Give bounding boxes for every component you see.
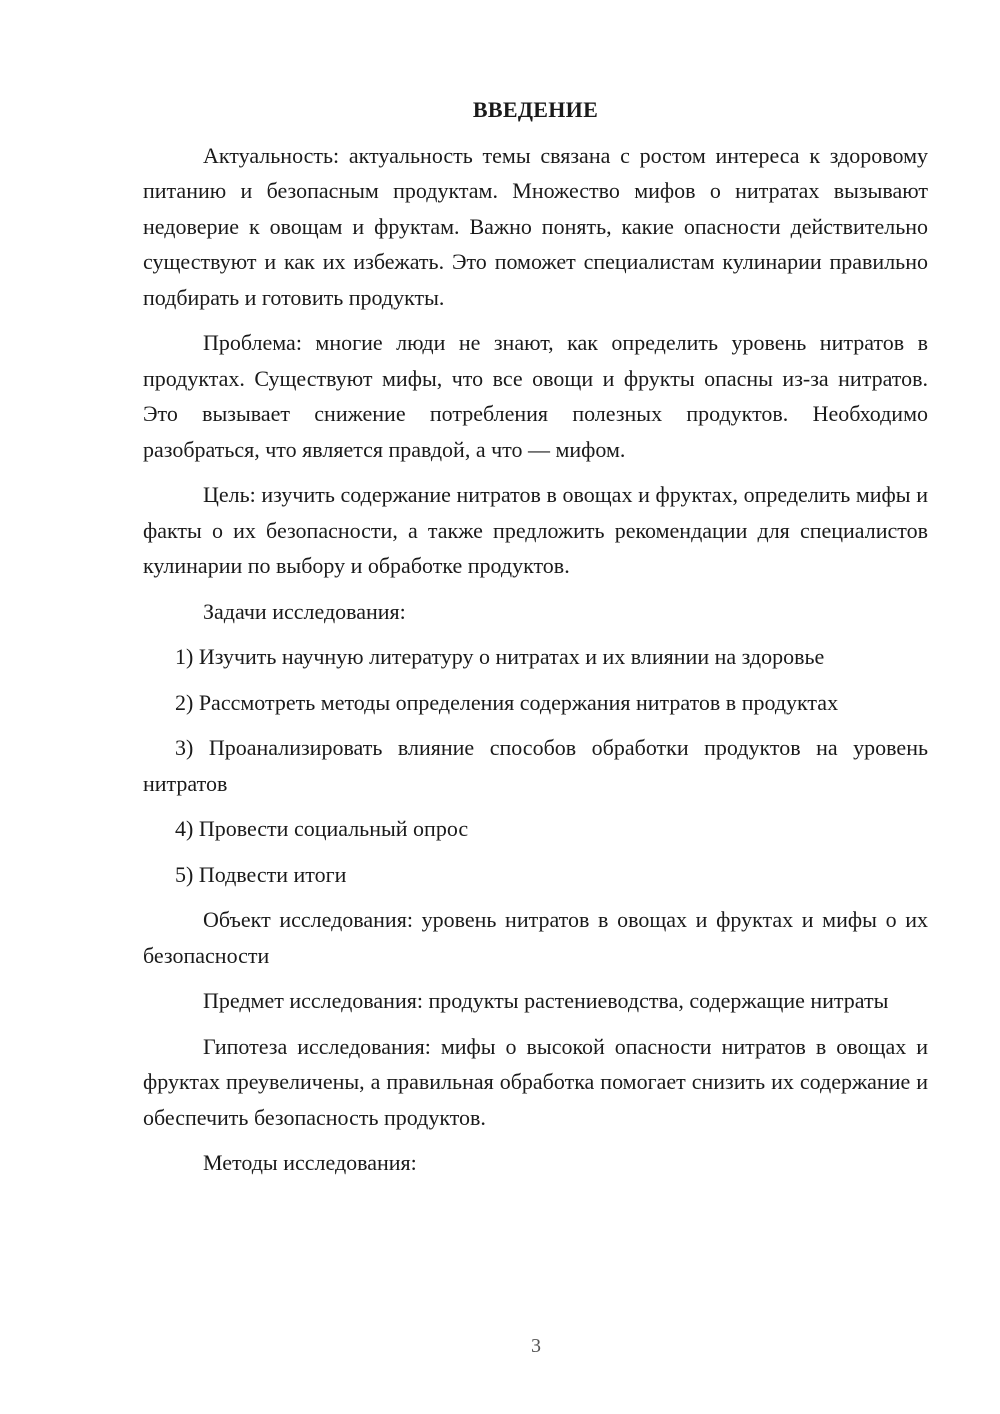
page-number: 3 xyxy=(531,1335,541,1357)
task-item: 5) Подвести итоги xyxy=(175,861,347,887)
paragraph-subject: Предмет исследования: продукты растениеводства, содержащие нитраты xyxy=(203,988,889,1013)
paragraph-goal: Цель: изучить содержание нитратов в овощах и фруктах, определить мифы и факты о их безопасности, а также предложить рекомендации для специалистов кулинарии по выбору и обработке продуктов. xyxy=(143,482,928,578)
paragraph-object: Объект исследования: уровень нитратов в овощах и фруктах и мифы о их безопасности xyxy=(143,907,928,968)
section-heading: ВВЕДЕНИЕ xyxy=(472,97,599,122)
paragraph-relevance: Актуальность: актуальность темы связана с ростом интереса к здоровому питанию и безопасным продуктам. Множество мифов о нитратах вызывают недоверие к овощам и фруктам. Важно понять, какие опасности действительно существуют и как их избежать. Это поможет специалистам кулинарии правильно подбирать и готовить продукты. xyxy=(143,142,928,310)
paragraph-tasks-intro: Задачи исследования: xyxy=(203,598,406,624)
paragraph-methods: Методы исследования: xyxy=(203,1150,417,1175)
paragraph-problem: Проблема: многие люди не знают, как определить уровень нитратов в продуктах. Существуют мифы, что все овощи и фрукты опасны из-за нитратов. Это вызывает снижение потребления полезных продуктов. Необходимо разобраться, что является правдой, а что — мифом. xyxy=(143,330,928,462)
task-item: 2) Рассмотреть методы определения содержания нитратов в продуктах xyxy=(175,689,839,715)
page-content xyxy=(143,92,928,1191)
task-item: 1) Изучить научную литературу о нитратах и их влиянии на здоровье xyxy=(175,644,825,669)
task-item: 3) Проанализировать влияние способов обработки продуктов на уровень нитратов xyxy=(143,735,928,796)
paragraph-hypothesis: Гипотеза исследования: мифы о высокой опасности нитратов в овощах и фруктах преувеличены, а правильная обработка помогает снизить их содержание и обеспечить безопасность продуктов. xyxy=(143,1033,928,1130)
task-item: 4) Провести социальный опрос xyxy=(175,816,469,841)
